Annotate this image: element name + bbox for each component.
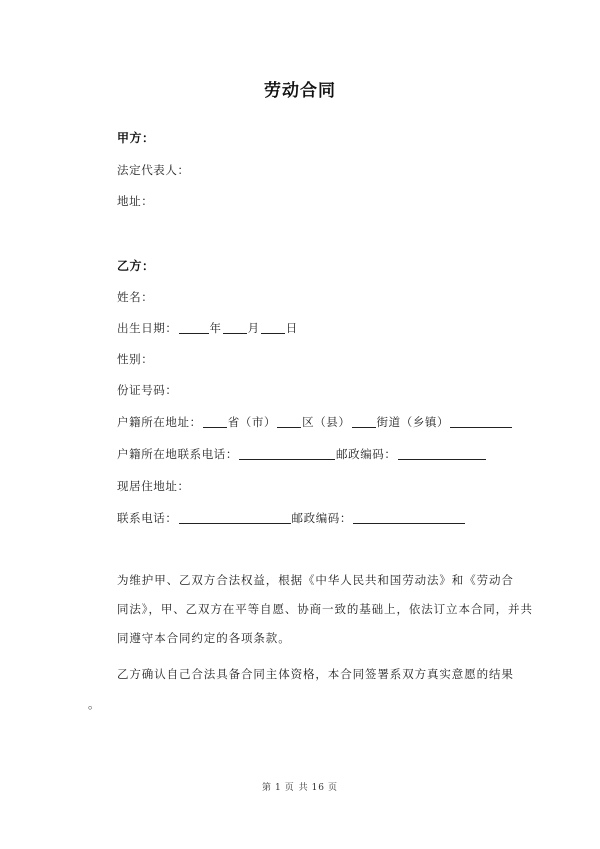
birth-month-blank (223, 321, 247, 334)
birth-month-suffix: 月 (247, 321, 260, 335)
contact-phone-blank (179, 511, 291, 524)
contact-postal-label: 邮政编码： (291, 511, 352, 525)
hukou-address-row (117, 414, 513, 430)
footer-suffix: 页 (328, 783, 339, 793)
birth-year-blank (179, 321, 209, 334)
contact-phone-row (117, 510, 466, 526)
footer-middle: 页 共 (284, 783, 309, 793)
hukou-phone-blank (239, 447, 335, 460)
confirmation-tail (88, 690, 128, 719)
preamble-paragraph (117, 566, 533, 653)
birth-day-blank (261, 321, 285, 334)
confirmation-line-2: 。 (88, 697, 101, 711)
hukou-district-suffix: 区（县） (302, 415, 351, 429)
id-number-label: 份证号码： (117, 383, 178, 397)
party-a-address-label: 地址： (117, 194, 154, 208)
contact-phone-label: 联系电话： (117, 511, 178, 525)
preamble-line-2: 同法》，甲、乙双方在平等自愿、协商一致的基础上，依法订立本合同，并共 (117, 602, 533, 616)
party-a-heading: 甲方： (117, 131, 155, 145)
hukou-postal-label: 邮政编码： (336, 447, 397, 461)
footer-page-number: 1 (274, 783, 282, 793)
birth-date-row (117, 320, 298, 336)
hukou-street-suffix: 街道（乡镇） (376, 415, 450, 429)
footer-total-pages: 16 (311, 783, 326, 793)
contact-postal-blank (353, 511, 465, 524)
name-label: 姓名： (117, 290, 154, 304)
birth-year-suffix: 年 (209, 321, 222, 335)
preamble-line-3: 同遵守本合同约定的各项条款。 (117, 631, 291, 645)
party-b-heading: 乙方： (117, 259, 155, 273)
hukou-address-label: 户籍所在地址： (117, 415, 202, 429)
legal-rep-label: 法定代表人： (117, 163, 190, 177)
document-title: 劳动合同 (264, 81, 336, 101)
birth-date-label: 出生日期： (117, 321, 178, 335)
hukou-street-detail-blank (450, 415, 512, 428)
hukou-postal-blank (398, 447, 486, 460)
footer-prefix: 第 (261, 783, 272, 793)
confirmation-line-1: 乙方确认自己合法具备合同主体资格，本合同签署系双方真实意愿的结果 (117, 667, 514, 681)
hukou-province-suffix: 省（市） (227, 415, 277, 429)
hukou-district-blank (277, 415, 301, 428)
preamble-line-1: 为维护甲、乙双方合法权益，根据《中华人民共和国劳动法》和《劳动合 (117, 573, 514, 587)
page-footer (0, 780, 600, 793)
gender-label: 性别： (117, 352, 154, 366)
current-address-label: 现居住地址： (117, 479, 190, 493)
hukou-phone-label: 户籍所在地联系电话： (117, 447, 238, 461)
hukou-street-blank (352, 415, 376, 428)
confirmation-paragraph (117, 660, 513, 689)
hukou-province-blank (203, 415, 227, 428)
hukou-phone-row (117, 446, 487, 462)
birth-day-suffix: 日 (285, 321, 298, 335)
